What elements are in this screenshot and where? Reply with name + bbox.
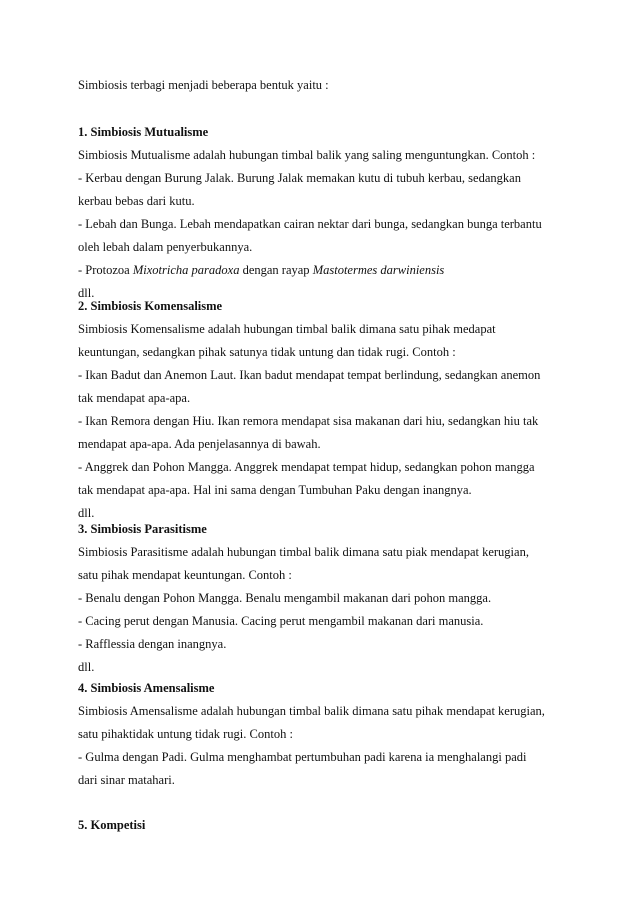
section-1-line: dll.	[78, 286, 95, 300]
section-4-line: Simbiosis Amensalisme adalah hubungan timbal balik dimana satu pihak mendapat kerugian,	[78, 704, 545, 718]
text-run: - Protozoa	[78, 263, 133, 277]
section-2-line: - Ikan Badut dan Anemon Laut. Ikan badut mendapat tempat berlindung, sedangkan anemon	[78, 368, 541, 382]
section-1-line: - Lebah dan Bunga. Lebah mendapatkan cairan nektar dari bunga, sedangkan bunga terbantu	[78, 217, 542, 231]
section-3-line: satu pihak mendapat keuntungan. Contoh :	[78, 568, 292, 582]
species-name-italic: Mastotermes darwiniensis	[312, 263, 445, 277]
species-name-italic: Mixotricha paradoxa	[132, 263, 240, 277]
section-3-line: - Rafflessia dengan inangnya.	[78, 637, 227, 651]
section-4-heading: 4. Simbiosis Amensalisme	[78, 681, 215, 695]
section-1-heading: 1. Simbiosis Mutualisme	[78, 125, 209, 139]
section-2-line: - Ikan Remora dengan Hiu. Ikan remora mendapat sisa makanan dari hiu, sedangkan hiu tak	[78, 414, 539, 428]
section-1-line	[78, 262, 444, 278]
section-2-line: keuntungan, sedangkan pihak satunya tidak untung dan tidak rugi. Contoh :	[78, 345, 456, 359]
section-4-line: satu pihaktidak untung tidak rugi. Contoh :	[78, 727, 293, 741]
text-run: dengan rayap	[239, 263, 313, 277]
section-1-line: oleh lebah dalam penyerbukannya.	[78, 240, 253, 254]
section-2-heading: 2. Simbiosis Komensalisme	[78, 299, 223, 313]
section-3-line: dll.	[78, 660, 95, 674]
section-2-line: Simbiosis Komensalisme adalah hubungan timbal balik dimana satu pihak medapat	[78, 322, 496, 336]
section-3-line: - Cacing perut dengan Manusia. Cacing perut mengambil makanan dari manusia.	[78, 614, 484, 628]
section-1-line: - Kerbau dengan Burung Jalak. Burung Jalak memakan kutu di tubuh kerbau, sedangkan	[78, 171, 521, 185]
section-2-line: mendapat apa-apa. Ada penjelasannya di bawah.	[78, 437, 321, 451]
section-2-line: dll.	[78, 506, 95, 520]
section-2-line: - Anggrek dan Pohon Mangga. Anggrek mendapat tempat hidup, sedangkan pohon mangga	[78, 460, 535, 474]
section-1-line: kerbau bebas dari kutu.	[78, 194, 195, 208]
section-4-line: dari sinar matahari.	[78, 773, 175, 787]
section-5-heading: 5. Kompetisi	[78, 818, 146, 832]
section-3-line: - Benalu dengan Pohon Mangga. Benalu mengambil makanan dari pohon mangga.	[78, 591, 492, 605]
section-1-line: Simbiosis Mutualisme adalah hubungan timbal balik yang saling menguntungkan. Contoh :	[78, 148, 536, 162]
section-3-line: Simbiosis Parasitisme adalah hubungan timbal balik dimana satu piak mendapat kerugian,	[78, 545, 529, 559]
intro-text: Simbiosis terbagi menjadi beberapa bentuk yaitu :	[78, 78, 329, 92]
section-4-line: - Gulma dengan Padi. Gulma menghambat pertumbuhan padi karena ia menghalangi padi	[78, 750, 527, 764]
section-2-line: tak mendapat apa-apa.	[78, 391, 191, 405]
section-3-heading: 3. Simbiosis Parasitisme	[78, 522, 207, 536]
section-2-line: tak mendapat apa-apa. Hal ini sama dengan Tumbuhan Paku dengan inangnya.	[78, 483, 472, 497]
